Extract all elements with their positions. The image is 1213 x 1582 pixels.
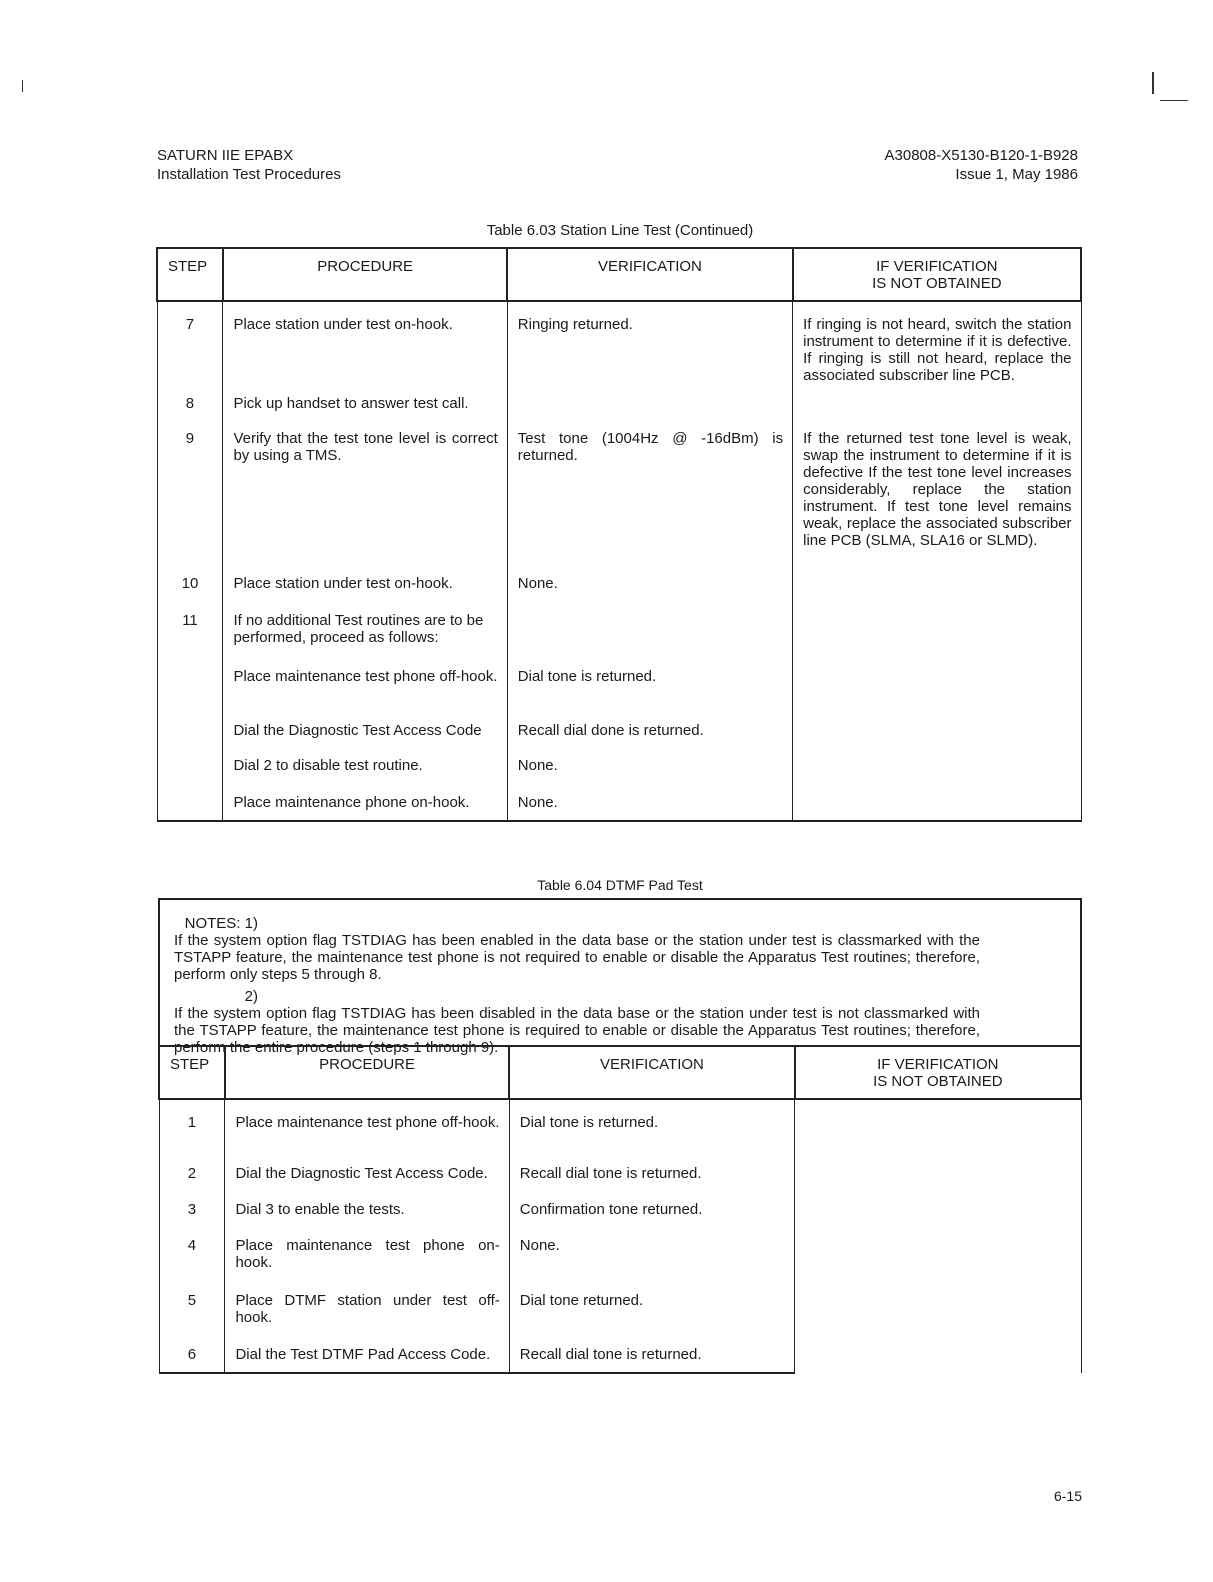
procedure-cell: Place DTMF station under test off-hook. — [225, 1292, 509, 1346]
step-cell: 4 — [159, 1237, 225, 1292]
verification-cell: Dial tone returned. — [509, 1292, 794, 1346]
step-cell: 1 — [159, 1099, 225, 1165]
procedure-cell: Place maintenance test phone off-hook. — [223, 668, 507, 722]
verification-cell: None. — [507, 757, 792, 794]
dtmf-pad-test-table — [158, 1045, 1082, 1374]
if-not-cell — [793, 757, 1081, 794]
verification-header: VERIFICATION — [509, 1046, 794, 1099]
verification-cell — [507, 612, 792, 668]
if-not-cell — [793, 794, 1081, 821]
document-number: A30808-X5130-B120-1-B928 — [884, 147, 1078, 164]
if-not-cell — [793, 612, 1081, 668]
procedure-cell: Place station under test on-hook. — [223, 575, 507, 612]
table-row — [159, 1099, 1081, 1165]
if-not-header-line1: IF VERIFICATION — [876, 258, 998, 275]
table1-caption: Table 6.03 Station Line Test (Continued) — [486, 222, 754, 239]
note-2-text: If the system option flag TSTDIAG has been disabled in the data base or the station under test is not classmarked with the TSTAPP feature, the maintenance test phone is required to enable or disable the Apparatus Test routines; therefore, perform the entire procedure (steps 1 through 9). — [174, 1005, 980, 1056]
verification-cell: Dial tone is returned. — [507, 668, 792, 722]
procedure-cell: Dial 3 to enable the tests. — [225, 1201, 509, 1237]
page-number: 6-15 — [1053, 1488, 1082, 1504]
table-row — [157, 301, 1081, 395]
if-not-cell: If the returned test tone level is weak, swap the instrument to determine if it is defective If the test tone level increases considerably, replace the station instrument. If test tone level remains weak, replace the associated subscriber line PCB (SLMA, SLA16 or SLMD). — [793, 430, 1081, 612]
table2-caption: Table 6.04 DTMF Pad Test — [537, 877, 703, 893]
procedure-cell: Place maintenance phone on-hook. — [223, 794, 507, 821]
procedure-cell: Pick up handset to answer test call. — [223, 395, 507, 430]
if-not-obtained-header — [793, 248, 1081, 301]
running-header-left — [157, 146, 341, 184]
notes-box — [158, 898, 1082, 1056]
verification-cell: Recall dial tone is returned. — [509, 1165, 794, 1201]
if-not-cell — [795, 1099, 1081, 1373]
scan-mark-right — [1152, 72, 1154, 94]
verification-cell — [507, 395, 792, 430]
if-not-header-line2: IS NOT OBTAINED — [872, 275, 1002, 292]
step-cell: 9 — [157, 430, 223, 575]
if-not-cell: If ringing is not heard, switch the station instrument to determine if it is defective. If ringing is still not heard, replace the associated subscriber line PCB. — [793, 301, 1081, 430]
procedure-cell: Place station under test on-hook. — [223, 301, 507, 395]
running-header-right — [885, 146, 1078, 184]
step-cell: 8 — [157, 395, 223, 430]
step-header: STEP — [157, 248, 223, 301]
step-cell: 11 — [157, 612, 223, 668]
step-cell: 5 — [159, 1292, 225, 1346]
document-subtitle: Installation Test Procedures — [157, 166, 341, 183]
procedure-header: PROCEDURE — [223, 248, 507, 301]
note-1-label: NOTES: 1) — [184, 915, 258, 932]
verification-cell: None. — [507, 575, 792, 612]
step-cell — [157, 757, 223, 794]
step-cell: 10 — [157, 575, 223, 612]
step-cell — [157, 668, 223, 722]
table-row — [157, 430, 1081, 575]
verification-cell: Ringing returned. — [507, 301, 792, 395]
table-row — [157, 757, 1081, 794]
step-cell — [157, 794, 223, 821]
step-header: STEP — [159, 1046, 225, 1099]
procedure-cell: Place maintenance test phone off-hook. — [225, 1099, 509, 1165]
verification-header: VERIFICATION — [507, 248, 792, 301]
procedure-cell: Dial the Diagnostic Test Access Code. — [225, 1165, 509, 1201]
note-1-text: If the system option flag TSTDIAG has been enabled in the data base or the station under test is classmarked with the TSTAPP feature, the maintenance test phone is not required to enable or disable the Apparatus Test routines; therefore, perform only steps 5 through 8. — [174, 932, 980, 983]
procedure-cell: Place maintenance test phone on-hook. — [225, 1237, 509, 1292]
procedure-cell: Dial 2 to disable test routine. — [223, 757, 507, 794]
table-header-row — [159, 1046, 1081, 1099]
procedure-cell: Dial the Test DTMF Pad Access Code. — [225, 1346, 509, 1373]
table-row — [157, 612, 1081, 668]
procedure-cell: If no additional Test routines are to be performed, proceed as follows: — [223, 612, 507, 668]
document-title: SATURN IIE EPABX — [157, 147, 294, 164]
verification-cell: Test tone (1004Hz @ -16dBm) is returned. — [507, 430, 792, 575]
step-cell: 2 — [159, 1165, 225, 1201]
step-cell: 7 — [157, 301, 223, 395]
scan-mark-right-dash — [1160, 100, 1188, 101]
scan-mark-left — [22, 80, 23, 92]
note-1 — [174, 915, 1064, 983]
verification-cell: Dial tone is returned. — [509, 1099, 794, 1165]
verification-cell: None. — [507, 794, 792, 821]
step-cell — [157, 722, 223, 757]
note-2-label: 2) — [244, 988, 258, 1005]
if-not-header-line2: IS NOT OBTAINED — [873, 1073, 1003, 1090]
if-not-cell — [793, 722, 1081, 757]
if-not-cell — [793, 668, 1081, 722]
verification-cell: None. — [509, 1237, 794, 1292]
table-header-row — [157, 248, 1081, 301]
procedure-header: PROCEDURE — [225, 1046, 509, 1099]
procedure-cell: Verify that the test tone level is correct by using a TMS. — [223, 430, 507, 575]
issue-date: Issue 1, May 1986 — [955, 166, 1078, 183]
if-not-header-line1: IF VERIFICATION — [877, 1056, 999, 1073]
verification-cell: Recall dial done is returned. — [507, 722, 792, 757]
if-not-obtained-header — [795, 1046, 1081, 1099]
procedure-cell: Dial the Diagnostic Test Access Code — [223, 722, 507, 757]
table-row — [157, 668, 1081, 722]
verification-cell: Confirmation tone returned. — [509, 1201, 794, 1237]
station-line-test-table — [156, 247, 1082, 822]
table-row — [157, 722, 1081, 757]
table-row — [157, 794, 1081, 821]
step-cell: 3 — [159, 1201, 225, 1237]
verification-cell: Recall dial tone is returned. — [509, 1346, 794, 1373]
step-cell: 6 — [159, 1346, 225, 1373]
